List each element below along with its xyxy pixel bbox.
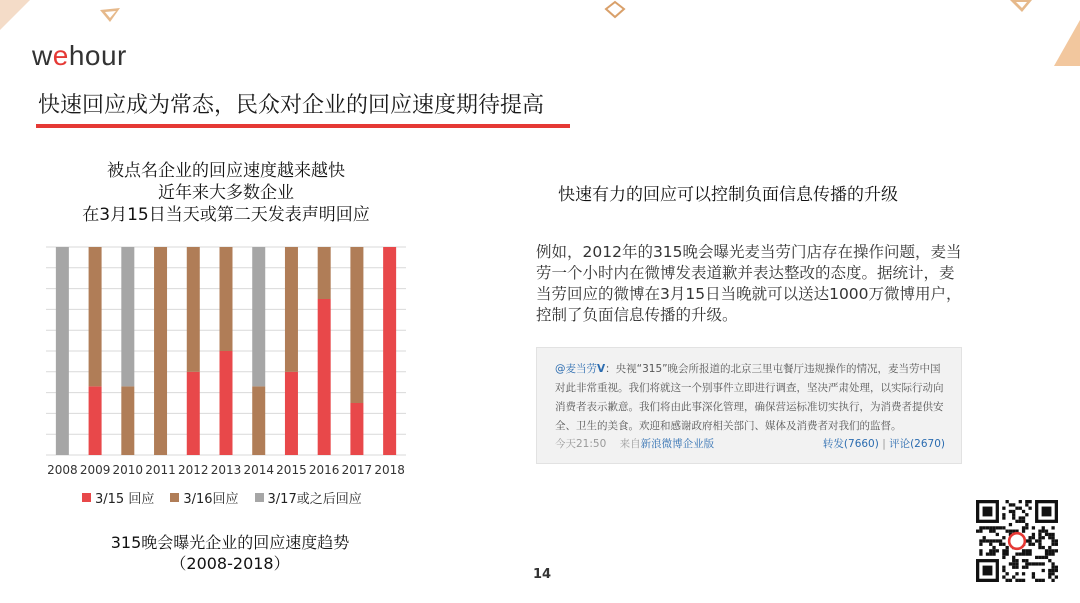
qr-module (1025, 566, 1028, 569)
bar-2009-series-0 (89, 386, 102, 455)
bar-2013-series-1 (220, 247, 233, 351)
qr-module (1006, 500, 1009, 503)
x-tick-label: 2014 (243, 463, 275, 477)
qr-module (1051, 539, 1054, 542)
verified-badge-icon: V (597, 363, 606, 375)
qr-finder-inner (1042, 507, 1052, 517)
qr-module (1019, 500, 1022, 503)
qr-module (1028, 500, 1031, 503)
qr-module (999, 526, 1002, 529)
qr-module (1045, 530, 1048, 533)
qr-module (1006, 546, 1009, 549)
qr-module (1051, 552, 1054, 555)
qr-module (1055, 539, 1058, 542)
qr-module (1048, 533, 1051, 536)
qr-module (1019, 507, 1022, 510)
qr-module (1002, 556, 1005, 559)
qr-module (1022, 516, 1025, 519)
qr-module (1015, 520, 1018, 523)
bar-2008-series-2 (56, 247, 69, 455)
qr-module (1045, 533, 1048, 536)
qr-module (1025, 523, 1028, 526)
bar-2009-series-1 (89, 247, 102, 386)
qr-module (1028, 536, 1031, 539)
qr-module (979, 530, 982, 533)
qr-module (1022, 572, 1025, 575)
qr-module (992, 530, 995, 533)
qr-module (1012, 556, 1015, 559)
qr-module (1038, 530, 1041, 533)
qr-module (1025, 526, 1028, 529)
qr-module (1051, 579, 1054, 582)
qr-module (1015, 559, 1018, 562)
chart-caption-line-1: 315晚会曝光企业的回应速度趋势 (110, 533, 350, 552)
qr-module (1048, 569, 1051, 572)
qr-module (1042, 562, 1045, 565)
qr-module (1038, 556, 1041, 559)
bar-2018-series-0 (383, 247, 396, 455)
qr-module (1051, 533, 1054, 536)
qr-module (1035, 539, 1038, 542)
qr-module (1035, 579, 1038, 582)
weibo-time: 今天21:50 (555, 438, 607, 450)
qr-module (999, 543, 1002, 546)
legend-label-315: 3/15 回应 (95, 492, 155, 507)
qr-module (1006, 579, 1009, 582)
qr-module (979, 543, 982, 546)
qr-module (1015, 566, 1018, 569)
legend-swatch-317 (255, 493, 264, 502)
weibo-post-text (555, 360, 951, 436)
qr-module (1006, 549, 1009, 552)
slide-title: 快速回应成为常态，民众对企业的回应速度期待提高 (38, 93, 545, 118)
qr-module (1012, 503, 1015, 506)
qr-module (1045, 556, 1048, 559)
chart-caption (60, 532, 400, 574)
qr-module (1055, 543, 1058, 546)
legend-item-317 (255, 488, 362, 507)
qr-module (1009, 579, 1012, 582)
qr-module (1002, 526, 1005, 529)
chart-caption-line-2: （2008-2018） (170, 554, 290, 573)
qr-module (1009, 523, 1012, 526)
qr-module (1042, 546, 1045, 549)
qr-module (1012, 510, 1015, 513)
right-paragraph: 例如，2012年的315晚会曝光麦当劳门店存在操作问题，麦当劳一个小时内在微博发表道歉并表达整改的态度。据统计，麦当劳回应的微博在3月15日当晚就可以送达1000万微博用户，控制了负面信息传播的升级。 (536, 243, 962, 324)
qr-module (1002, 566, 1005, 569)
qr-module (1055, 549, 1058, 552)
bar-2016-series-1 (318, 247, 331, 299)
qr-module (989, 549, 992, 552)
x-tick-label: 2018 (374, 463, 405, 477)
qr-module (1038, 579, 1041, 582)
x-tick-label: 2017 (341, 463, 373, 477)
x-tick-label: 2009 (79, 463, 111, 477)
qr-module (983, 539, 986, 542)
qr-module (1038, 546, 1041, 549)
x-tick-label: 2016 (308, 463, 340, 477)
qr-center-logo-icon (1009, 533, 1025, 549)
bar-2017-series-1 (350, 247, 363, 403)
weibo-screenshot (536, 347, 962, 464)
qr-module (1009, 562, 1012, 565)
qr-module (1038, 543, 1041, 546)
qr-module (1022, 559, 1025, 562)
qr-module (1055, 575, 1058, 578)
qr-module (1051, 569, 1054, 572)
qr-module (1032, 533, 1035, 536)
qr-module (1038, 562, 1041, 565)
qr-module (1025, 552, 1028, 555)
qr-module (986, 552, 989, 555)
legend-item-316 (170, 488, 238, 507)
qr-module (1042, 530, 1045, 533)
qr-module (1012, 513, 1015, 516)
qr-module (1025, 549, 1028, 552)
qr-module (1051, 572, 1054, 575)
x-tick-label: 2010 (112, 463, 144, 477)
qr-module (1002, 507, 1005, 510)
qr-module (992, 549, 995, 552)
qr-module (1042, 556, 1045, 559)
qr-module (1032, 562, 1035, 565)
chart-header-line-3: 在3月15日当天或第二天发表声明回应 (82, 205, 370, 225)
qr-module (1048, 546, 1051, 549)
bar-2012-series-1 (187, 247, 200, 372)
action-separator: | (882, 438, 886, 450)
chart-header-line-1: 被点名企业的回应速度越来越快 (107, 161, 345, 181)
qr-module (1022, 566, 1025, 569)
qr-module (1015, 579, 1018, 582)
qr-module (1051, 536, 1054, 539)
qr-module (1015, 552, 1018, 555)
qr-module (1028, 543, 1031, 546)
qr-module (1006, 530, 1009, 533)
qr-module (1022, 579, 1025, 582)
qr-module (1042, 569, 1045, 572)
qr-module (989, 543, 992, 546)
qr-module (989, 539, 992, 542)
qr-finder-inner (983, 566, 993, 576)
qr-module (996, 526, 999, 529)
qr-module (1019, 516, 1022, 519)
qr-module (1032, 526, 1035, 529)
legend-label-316: 3/16回应 (183, 492, 239, 507)
qr-module (1048, 549, 1051, 552)
qr-module (1012, 559, 1015, 562)
qr-module (1022, 510, 1025, 513)
x-tick-label: 2012 (177, 463, 209, 477)
qr-module (1042, 579, 1045, 582)
qr-module (1022, 530, 1025, 533)
chart-legend (82, 488, 362, 507)
qr-module (1019, 520, 1022, 523)
x-tick-label: 2015 (276, 463, 307, 477)
qr-module (1038, 539, 1041, 542)
bar-2011-series-1 (154, 247, 167, 455)
qr-module (983, 526, 986, 529)
qr-module (999, 539, 1002, 542)
qr-module (1002, 543, 1005, 546)
qr-module (1025, 500, 1028, 503)
qr-module (1048, 536, 1051, 539)
qr-module (986, 539, 989, 542)
qr-module (1019, 579, 1022, 582)
weibo-body: ：央视“315”晚会所报道的北京三里屯餐厅违规操作的情况，麦当劳中国对此非常重视。我们将就这一个别事件立即进行调查，坚决严肃处理，以实际行动向消费者表示歉意。我们将由此事深化管理，确保营运标准切实执行，为消费者提供安全、卫生的美食。欢迎和感谢政府相关部门、媒体及消费者对我们的监督。 (555, 363, 944, 432)
qr-module (1051, 566, 1054, 569)
qr-module (1002, 516, 1005, 519)
qr-module (1038, 536, 1041, 539)
qr-module (1032, 543, 1035, 546)
legend-label-317: 3/17或之后回应 (267, 492, 362, 507)
qr-module (1035, 556, 1038, 559)
qr-module (1025, 513, 1028, 516)
qr-module (1055, 566, 1058, 569)
qr-module (979, 552, 982, 555)
qr-module (1002, 552, 1005, 555)
qr-module (1051, 526, 1054, 529)
qr-module (1051, 562, 1054, 565)
weibo-source-link[interactable]: 新浪微博企业版 (640, 438, 715, 450)
bar-2016-series-0 (318, 299, 331, 455)
qr-module (976, 530, 979, 533)
qr-module (1022, 526, 1025, 529)
qr-module (996, 539, 999, 542)
qr-module (1015, 562, 1018, 565)
qr-module (989, 530, 992, 533)
qr-module (1019, 552, 1022, 555)
qr-module (986, 526, 989, 529)
qr-module (1028, 507, 1031, 510)
qr-module (1009, 510, 1012, 513)
repost-link[interactable]: 转发(7660) (822, 438, 879, 450)
qr-module (1048, 552, 1051, 555)
qr-module (1022, 520, 1025, 523)
qr-module (1042, 536, 1045, 539)
weibo-source-prefix: 来自 (619, 438, 641, 450)
bar-2010-series-2 (121, 247, 134, 386)
qr-module (1028, 552, 1031, 555)
qr-module (1045, 549, 1048, 552)
qr-module (992, 526, 995, 529)
qr-module (989, 526, 992, 529)
weibo-actions (823, 436, 945, 451)
bar-2010-series-1 (121, 386, 134, 455)
qr-module (979, 539, 982, 542)
qr-module (979, 526, 982, 529)
qr-module (979, 549, 982, 552)
qr-module (1048, 559, 1051, 562)
qr-module (1006, 552, 1009, 555)
chart-header-line-2: 近年来大多数企业 (158, 183, 294, 203)
qr-module (992, 552, 995, 555)
qr-module (992, 546, 995, 549)
right-heading: 快速有力的回应可以控制负面信息传播的升级 (558, 185, 898, 205)
qr-module (1048, 572, 1051, 575)
bar-2015-series-0 (285, 372, 298, 455)
x-tick-label: 2013 (210, 463, 242, 477)
bar-2013-series-0 (220, 351, 233, 455)
qr-module (1012, 566, 1015, 569)
qr-module (1038, 533, 1041, 536)
qr-module (1025, 503, 1028, 506)
qr-module (1006, 572, 1009, 575)
qr-module (1045, 552, 1048, 555)
bar-2014-series-2 (252, 247, 265, 386)
qr-module (1015, 572, 1018, 575)
qr-module (996, 533, 999, 536)
bar-2015-series-1 (285, 247, 298, 372)
weibo-footer (555, 436, 945, 451)
qr-module (1009, 530, 1012, 533)
qr-module (1002, 549, 1005, 552)
qr-module (1025, 562, 1028, 565)
x-tick-label: 2011 (145, 463, 176, 477)
wehour-logo: wehour (32, 40, 127, 71)
qr-module (1015, 507, 1018, 510)
legend-swatch-316 (170, 493, 179, 502)
qr-module (1002, 575, 1005, 578)
bar-2014-series-1 (252, 386, 265, 455)
qr-module (1002, 513, 1005, 516)
comment-link[interactable]: 评论(2670) (889, 438, 945, 450)
qr-module (1032, 575, 1035, 578)
qr-module (1055, 569, 1058, 572)
qr-module (1012, 575, 1015, 578)
bar-2012-series-0 (187, 372, 200, 455)
qr-module (1012, 516, 1015, 519)
qr-module (1032, 572, 1035, 575)
qr-module (989, 552, 992, 555)
qr-module (1035, 562, 1038, 565)
qr-module (1022, 549, 1025, 552)
weibo-username[interactable]: @麦当劳 (555, 363, 597, 375)
qr-module (1042, 526, 1045, 529)
qr-module (992, 539, 995, 542)
qr-module (1009, 503, 1012, 506)
qr-module (1032, 536, 1035, 539)
qr-module (1028, 539, 1031, 542)
qr-module (983, 536, 986, 539)
qr-module (1051, 543, 1054, 546)
qr-module (1028, 562, 1031, 565)
legend-swatch-315 (82, 493, 91, 502)
bar-2017-series-0 (350, 403, 363, 455)
qr-module (1022, 552, 1025, 555)
qr-module (1002, 536, 1005, 539)
x-tick-label: 2008 (47, 463, 78, 477)
page-number: 14 (533, 567, 552, 582)
qr-code (976, 500, 1058, 582)
qr-module (1051, 549, 1054, 552)
qr-module (1048, 575, 1051, 578)
qr-module (1028, 549, 1031, 552)
qr-module (1025, 559, 1028, 562)
qr-module (1012, 562, 1015, 565)
qr-module (1002, 569, 1005, 572)
qr-module (996, 549, 999, 552)
legend-item-315 (82, 488, 154, 507)
qr-finder-inner (983, 507, 993, 517)
